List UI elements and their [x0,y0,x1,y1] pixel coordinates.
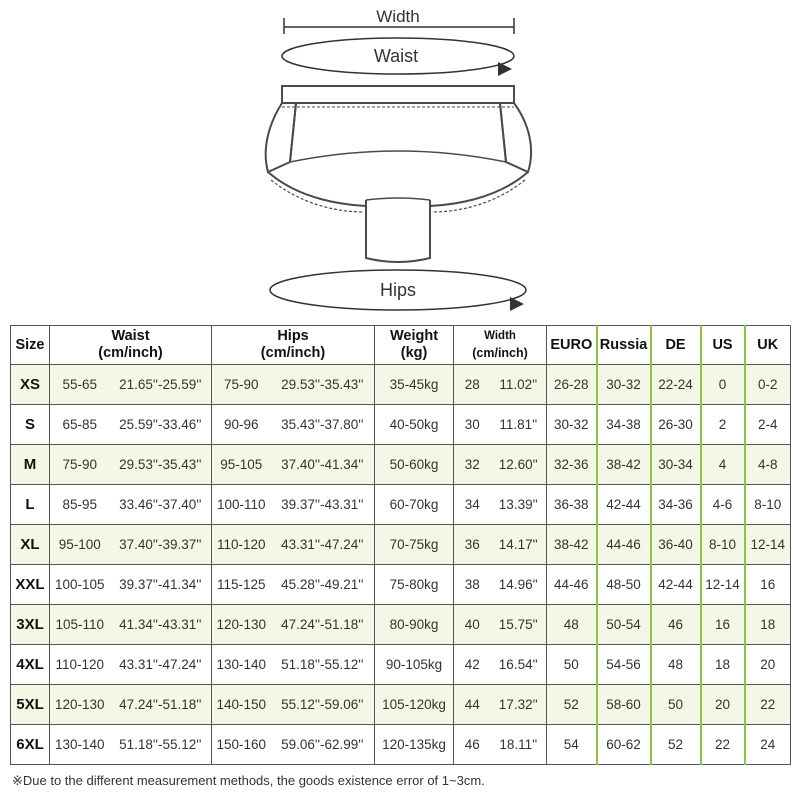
cell-width-in: 15.75'' [491,605,547,645]
cell-us: 4-6 [701,485,745,525]
cell-euro: 36-38 [547,485,597,525]
cell-waist-cm: 130-140 [50,725,110,765]
cell-width-in: 14.17'' [491,525,547,565]
cell-hips-in: 47.24''-51.18'' [271,605,375,645]
cell-hips-cm: 90-96 [212,405,271,445]
cell-width-cm: 30 [454,405,491,445]
header-weight [375,326,454,365]
cell-uk: 20 [745,645,791,685]
cell-hips-cm: 115-125 [212,565,271,605]
cell-uk: 16 [745,565,791,605]
cell-hips-in: 43.31''-47.24'' [271,525,375,565]
cell-size: S [11,405,50,445]
underwear-icon [266,86,531,262]
cell-russia: 50-54 [597,605,651,645]
cell-us: 22 [701,725,745,765]
table-body [11,365,791,765]
cell-russia: 58-60 [597,685,651,725]
cell-euro: 48 [547,605,597,645]
cell-hips-in: 45.28''-49.21'' [271,565,375,605]
cell-weight: 40-50kg [375,405,454,445]
cell-euro: 30-32 [547,405,597,445]
cell-uk: 12-14 [745,525,791,565]
table-row [11,365,791,405]
cell-us: 8-10 [701,525,745,565]
table-row [11,445,791,485]
table-row [11,605,791,645]
cell-us: 4 [701,445,745,485]
cell-width-in: 16.54'' [491,645,547,685]
cell-hips-in: 59.06''-62.99'' [271,725,375,765]
cell-uk: 18 [745,605,791,645]
header-russia: Russia [597,326,651,365]
cell-hips-cm: 140-150 [212,685,271,725]
cell-waist-cm: 65-85 [50,405,110,445]
cell-size: XXL [11,565,50,605]
cell-weight: 105-120kg [375,685,454,725]
cell-width-cm: 36 [454,525,491,565]
table-row [11,405,791,445]
cell-us: 12-14 [701,565,745,605]
waist-label: Waist [373,46,419,66]
header-waist-title: Waist [111,328,150,344]
cell-width-in: 14.96'' [491,565,547,605]
header-euro: EURO [547,326,597,365]
cell-euro: 26-28 [547,365,597,405]
cell-russia: 48-50 [597,565,651,605]
cell-size: M [11,445,50,485]
cell-waist-cm: 95-100 [50,525,110,565]
cell-waist-cm: 85-95 [50,485,110,525]
cell-uk: 8-10 [745,485,791,525]
cell-euro: 32-36 [547,445,597,485]
cell-de: 36-40 [651,525,701,565]
cell-hips-in: 37.40''-41.34'' [271,445,375,485]
table-row [11,565,791,605]
cell-russia: 60-62 [597,725,651,765]
cell-size: 6XL [11,725,50,765]
cell-size: XL [11,525,50,565]
cell-waist-cm: 75-90 [50,445,110,485]
cell-waist-in: 47.24''-51.18'' [110,685,212,725]
header-de: DE [651,326,701,365]
cell-euro: 38-42 [547,525,597,565]
cell-weight: 35-45kg [375,365,454,405]
header-waist-unit: (cm/inch) [98,345,163,361]
table-row [11,645,791,685]
header-uk: UK [745,326,791,365]
cell-hips-cm: 120-130 [212,605,271,645]
cell-weight: 70-75kg [375,525,454,565]
cell-hips-cm: 150-160 [212,725,271,765]
cell-de: 26-30 [651,405,701,445]
cell-waist-in: 33.46''-37.40'' [110,485,212,525]
header-size: Size [11,326,50,365]
width-label: Width [376,7,420,26]
cell-width-cm: 40 [454,605,491,645]
cell-uk: 4-8 [745,445,791,485]
cell-waist-cm: 110-120 [50,645,110,685]
cell-hips-in: 55.12''-59.06'' [271,685,375,725]
table-row [11,725,791,765]
cell-weight: 80-90kg [375,605,454,645]
cell-russia: 30-32 [597,365,651,405]
cell-waist-in: 25.59''-33.46'' [110,405,212,445]
cell-weight: 120-135kg [375,725,454,765]
cell-russia: 34-38 [597,405,651,445]
cell-size: XS [11,365,50,405]
cell-russia: 42-44 [597,485,651,525]
cell-us: 16 [701,605,745,645]
cell-size: L [11,485,50,525]
cell-width-cm: 44 [454,685,491,725]
table-row [11,485,791,525]
cell-de: 46 [651,605,701,645]
cell-euro: 54 [547,725,597,765]
cell-size: 5XL [11,685,50,725]
footnote: ※Due to the different measurement methods, the goods existence error of 1~3cm. [12,773,485,788]
cell-russia: 44-46 [597,525,651,565]
cell-us: 18 [701,645,745,685]
header-weight-title: Weight [390,328,439,344]
cell-uk: 22 [745,685,791,725]
cell-de: 52 [651,725,701,765]
header-weight-unit: (kg) [400,345,428,361]
cell-width-in: 18.11'' [491,725,547,765]
cell-width-in: 17.32'' [491,685,547,725]
cell-de: 30-34 [651,445,701,485]
cell-uk: 2-4 [745,405,791,445]
cell-hips-cm: 95-105 [212,445,271,485]
cell-waist-cm: 120-130 [50,685,110,725]
table-row [11,685,791,725]
cell-hips-cm: 110-120 [212,525,271,565]
cell-uk: 24 [745,725,791,765]
cell-width-in: 11.81'' [491,405,547,445]
cell-us: 0 [701,365,745,405]
cell-waist-cm: 100-105 [50,565,110,605]
hips-label: Hips [379,280,417,300]
cell-us: 2 [701,405,745,445]
header-hips-title: Hips [277,328,309,344]
size-chart-table [10,325,791,765]
cell-hips-cm: 100-110 [212,485,271,525]
cell-weight: 90-105kg [375,645,454,685]
cell-hips-cm: 75-90 [212,365,271,405]
cell-hips-in: 39.37''-43.31'' [271,485,375,525]
table-header-row [11,326,791,365]
cell-width-cm: 34 [454,485,491,525]
cell-weight: 75-80kg [375,565,454,605]
cell-width-in: 13.39'' [491,485,547,525]
cell-width-in: 11.02'' [491,365,547,405]
cell-width-cm: 38 [454,565,491,605]
measurement-diagram [0,0,800,320]
cell-weight: 50-60kg [375,445,454,485]
header-width-unit: (cm/inch) [472,346,528,360]
cell-de: 22-24 [651,365,701,405]
cell-waist-in: 39.37''-41.34'' [110,565,212,605]
cell-waist-in: 43.31''-47.24'' [110,645,212,685]
cell-waist-cm: 55-65 [50,365,110,405]
table-row [11,525,791,565]
cell-waist-in: 37.40''-39.37'' [110,525,212,565]
cell-hips-in: 29.53''-35.43'' [271,365,375,405]
cell-width-cm: 32 [454,445,491,485]
cell-waist-in: 51.18''-55.12'' [110,725,212,765]
cell-euro: 52 [547,685,597,725]
cell-width-cm: 28 [454,365,491,405]
cell-euro: 50 [547,645,597,685]
header-width-title: Width [484,330,516,342]
cell-waist-in: 21.65''-25.59'' [110,365,212,405]
cell-width-cm: 42 [454,645,491,685]
header-hips-unit: (cm/inch) [260,345,326,361]
cell-weight: 60-70kg [375,485,454,525]
header-waist [50,326,212,365]
cell-de: 48 [651,645,701,685]
cell-de: 34-36 [651,485,701,525]
header-width [454,326,547,365]
cell-size: 3XL [11,605,50,645]
cell-russia: 38-42 [597,445,651,485]
cell-waist-in: 29.53''-35.43'' [110,445,212,485]
cell-de: 42-44 [651,565,701,605]
cell-de: 50 [651,685,701,725]
cell-waist-in: 41.34''-43.31'' [110,605,212,645]
cell-hips-cm: 130-140 [212,645,271,685]
cell-uk: 0-2 [745,365,791,405]
header-us: US [701,326,745,365]
cell-waist-cm: 105-110 [50,605,110,645]
cell-width-cm: 46 [454,725,491,765]
cell-hips-in: 51.18''-55.12'' [271,645,375,685]
cell-us: 20 [701,685,745,725]
header-hips [212,326,375,365]
cell-width-in: 12.60'' [491,445,547,485]
cell-hips-in: 35.43''-37.80'' [271,405,375,445]
cell-euro: 44-46 [547,565,597,605]
cell-russia: 54-56 [597,645,651,685]
cell-size: 4XL [11,645,50,685]
